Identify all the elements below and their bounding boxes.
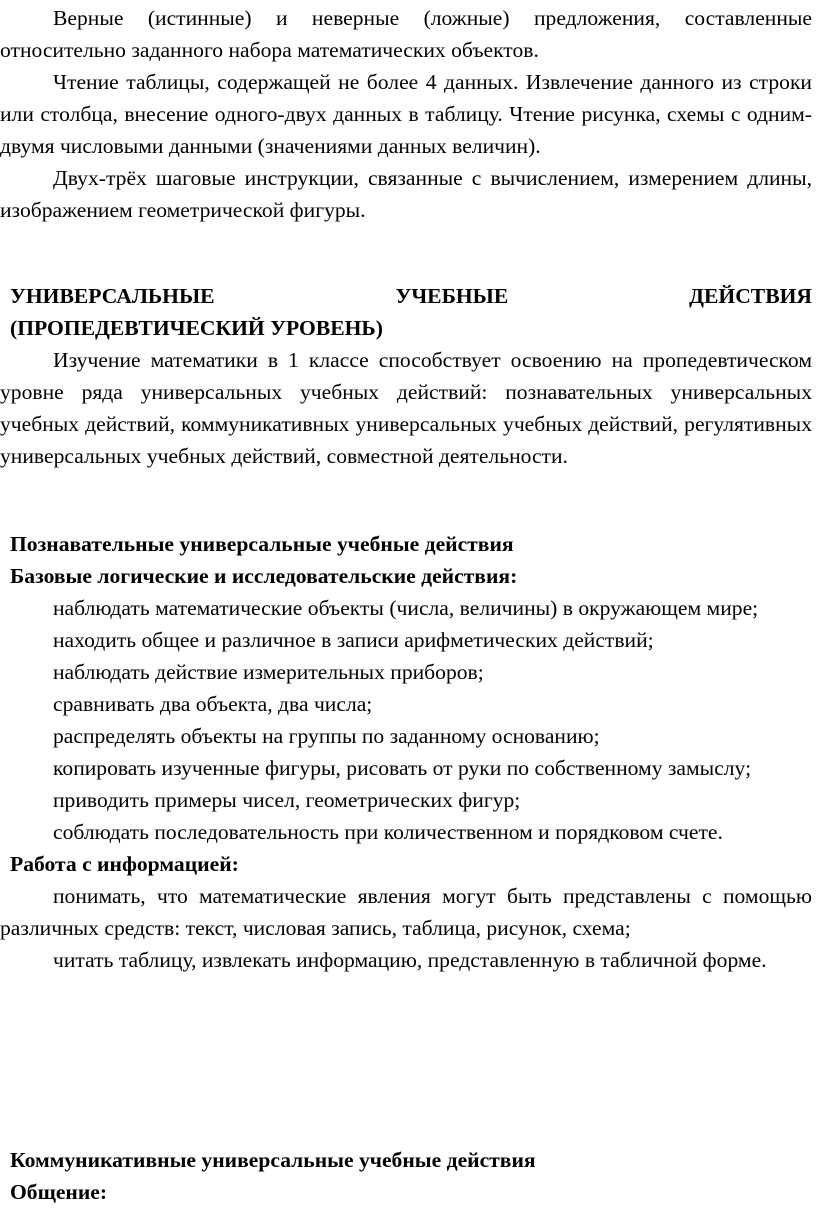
list-item: сравнивать два объекта, два числа; bbox=[53, 692, 373, 716]
section-cognitive bbox=[0, 528, 812, 976]
logical-actions-heading: Базовые логические и исследовательские действия: bbox=[10, 564, 518, 588]
paragraph-uud-intro: Изучение математики в 1 классе способствует освоению на пропедевтическом уровне ряда универсальных учебных действий: познавательных универсальных учебных действий, коммуникативных универсальных учебных действий, регулятивных универсальных учебных действий, совместной деятельности. bbox=[0, 348, 812, 468]
section-uud bbox=[0, 280, 812, 472]
list-item: копировать изученные фигуры, рисовать от руки по собственному замыслу; bbox=[53, 756, 752, 780]
list-item: распределять объекты на группы по заданному основанию; bbox=[53, 724, 600, 748]
section-final-items bbox=[0, 2, 812, 226]
paragraph-step-instructions: Двух-трёх шаговые инструкции, связанные с вычислением, измерением длины, изображением геометрической фигуры. bbox=[0, 166, 812, 222]
list-item: приводить примеры чисел, геометрических фигур; bbox=[53, 788, 521, 812]
communicative-heading: Коммуникативные универсальные учебные действия bbox=[10, 1148, 536, 1172]
uud-heading-line2: (ПРОПЕДЕВТИЧЕСКИЙ УРОВЕНЬ) bbox=[10, 316, 383, 340]
list-item: читать таблицу, извлекать информацию, представленную в табличной форме. bbox=[53, 948, 767, 972]
list-item: находить общее и различное в записи арифметических действий; bbox=[53, 628, 654, 652]
uud-heading-line1: УНИВЕРСАЛЬНЫЕ УЧЕБНЫЕ ДЕЙСТВИЯ bbox=[10, 284, 812, 308]
paragraph-true-false-statements: Верные (истинные) и неверные (ложные) предложения, составленные относительно заданного набора математических объектов. bbox=[0, 6, 812, 62]
list-item: наблюдать действие измерительных приборов; bbox=[53, 660, 484, 684]
info-work-heading: Работа с информацией: bbox=[10, 852, 239, 876]
list-item: понимать, что математические явления могут быть представлены с помощью различных средств: текст, числовая запись, таблица, рисунок, схема; bbox=[0, 884, 812, 940]
list-item: соблюдать последовательность при количественном и порядковом счете. bbox=[53, 820, 723, 844]
paragraph-table-reading: Чтение таблицы, содержащей не более 4 данных. Извлечение данного из строки или столбца, внесение одного-двух данных в таблицу. Чтение рисунка, схемы с одним-двумя числовыми данными (значениями данных величин). bbox=[0, 70, 812, 158]
communication-heading: Общение: bbox=[10, 1180, 108, 1204]
section-communicative bbox=[0, 1144, 812, 1208]
list-item: наблюдать математические объекты (числа, величины) в окружающем мире; bbox=[53, 596, 759, 620]
cognitive-heading: Познавательные универсальные учебные действия bbox=[10, 532, 514, 556]
